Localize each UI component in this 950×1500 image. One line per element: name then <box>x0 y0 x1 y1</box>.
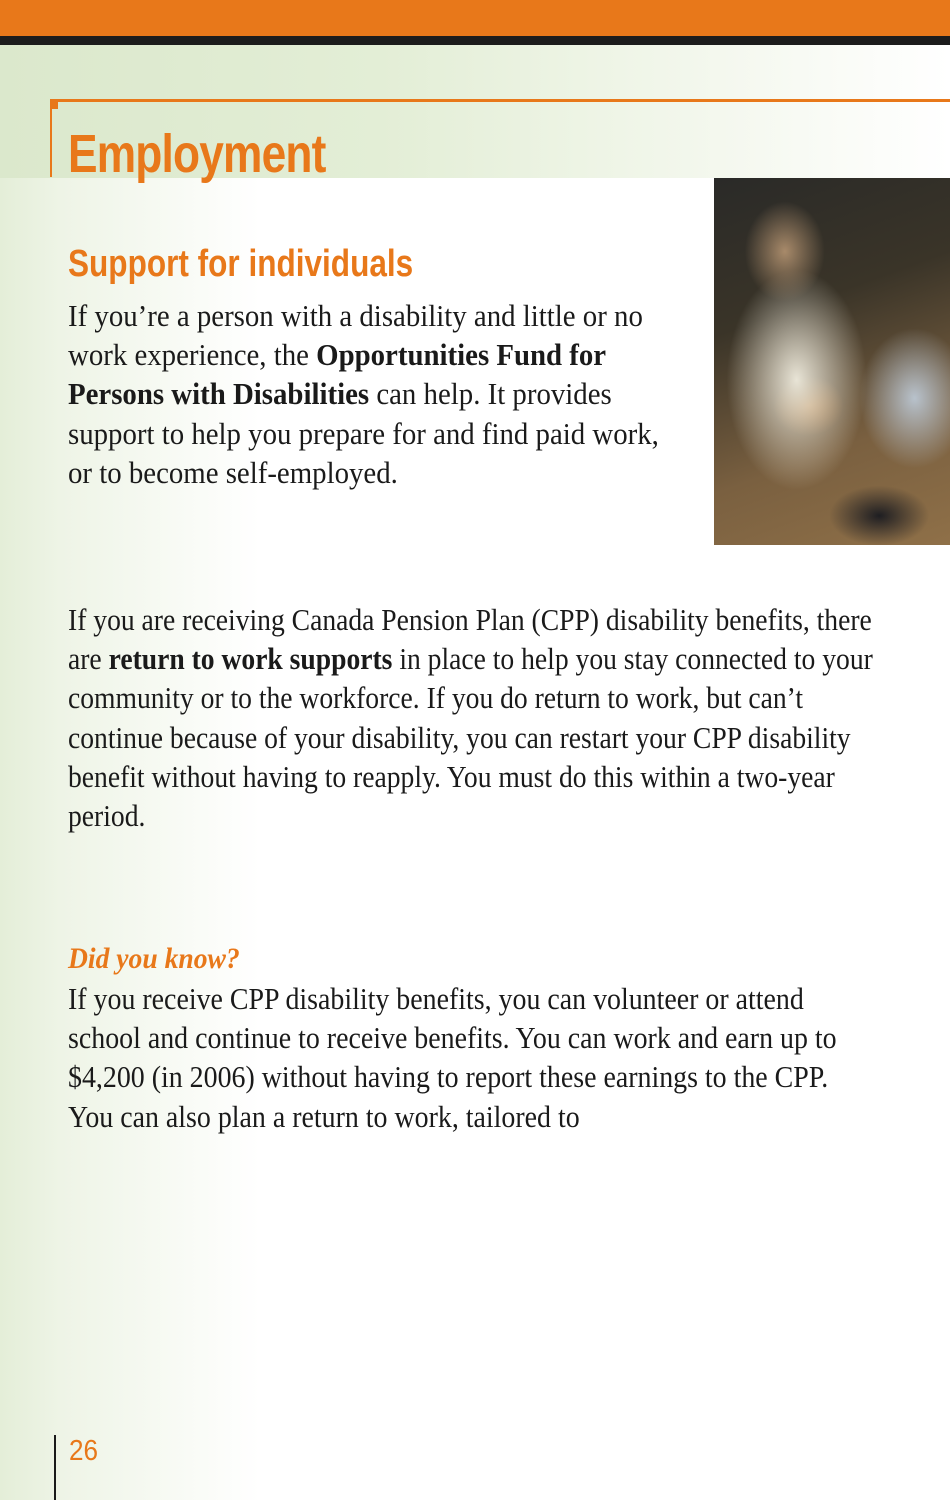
title-corner-square <box>50 99 58 109</box>
paragraph-text: If you are receiving Canada Pension Plan (CPP) disability benefits, there are <box>68 602 872 677</box>
top-dark-bar <box>0 36 950 45</box>
title-rule-horizontal <box>50 99 950 102</box>
did-you-know-heading: Did you know? <box>68 942 240 975</box>
did-you-know-text: If you receive CPP disability benefits, you can volunteer or attend school and continue to receive benefits. You can work and earn up to $4,200 (in 2006) without having to report these earnings to the CPP. You can also plan a return to work, tailored to <box>68 981 837 1134</box>
paragraph-text: If you’re a person with a disability and little or no work experience, the <box>68 298 643 373</box>
page-number: 26 <box>69 1435 99 1467</box>
paragraph-opportunities-fund <box>68 296 663 492</box>
top-orange-bar <box>0 0 950 36</box>
paragraph-text: in place to help you stay connected to your community or to the workforce. If you do return to work, but can’t continue because of your disability, you can restart your CPP disability benefit without having to reapply. You must do this within a two-year period. <box>68 641 873 834</box>
bold-program-name: Opportunities Fund for Persons with Disabilities <box>68 337 606 412</box>
title-rule-vertical <box>50 99 52 177</box>
paragraph-cpp-return-to-work <box>68 600 887 835</box>
section-heading: Support for individuals <box>68 243 414 285</box>
footer-rule <box>54 1435 56 1500</box>
bold-return-to-work: return to work supports <box>108 641 393 677</box>
page-title: Employment <box>68 124 326 184</box>
photo-woman-with-guide-dog <box>714 178 950 545</box>
paragraph-text: can help. It provides support to help you prepare for and find paid work, or to become self-employed. <box>68 376 659 490</box>
